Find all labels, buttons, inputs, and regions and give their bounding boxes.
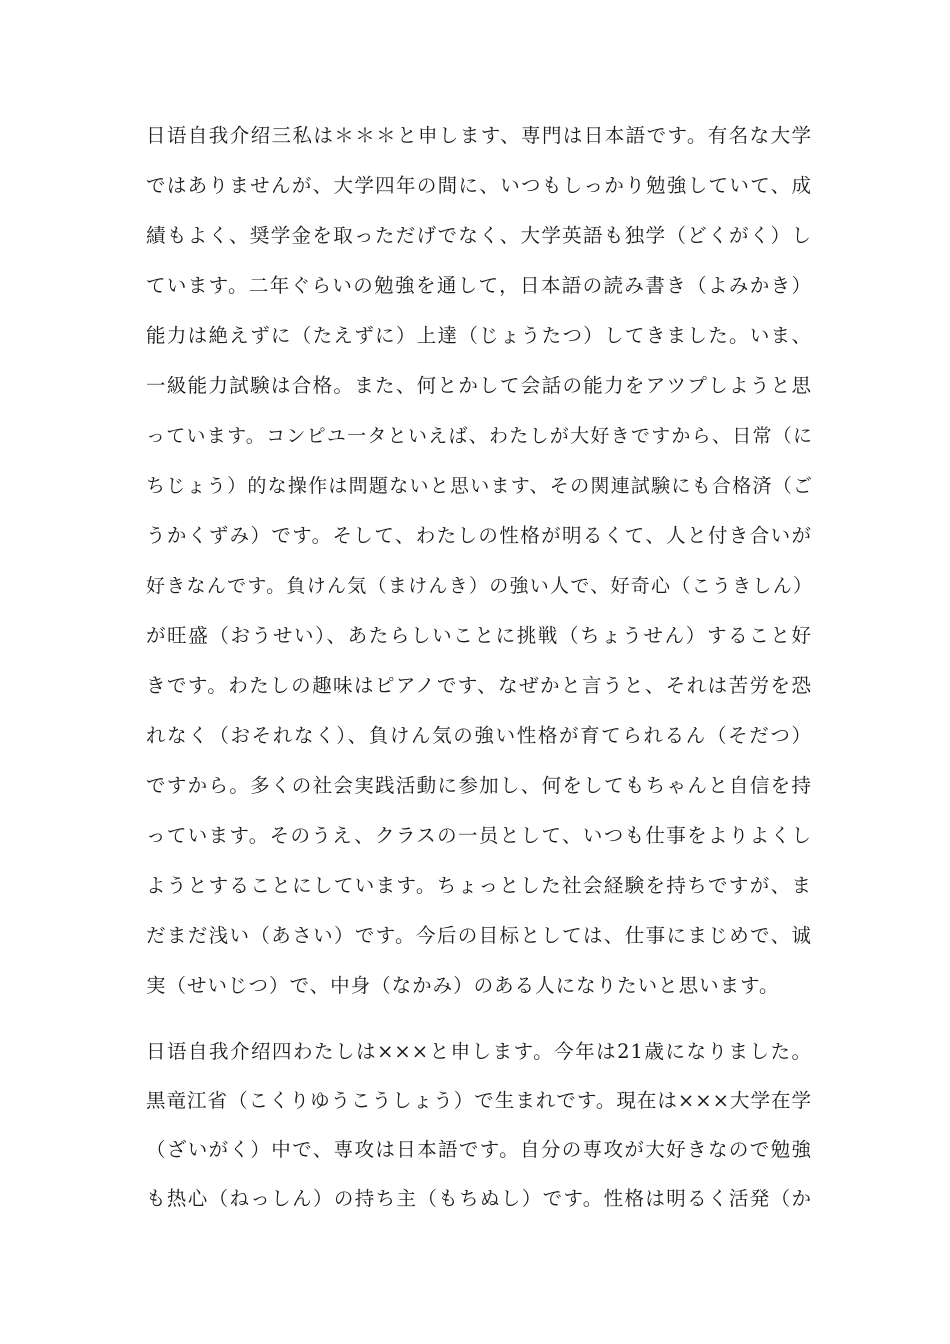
text-line: ちじょう）的な操作は問題ないと思います、その関連試験にも合格済（ご — [146, 475, 812, 497]
text-line: 好きなんです。負けん気（まけんき）の強い人で、好奇心（こうきしん） — [146, 575, 812, 597]
text-line: 日语自我介绍三私は＊＊＊と申します、専門は日本語です。有名な大学 — [146, 124, 812, 147]
text-line: うかくずみ）です。そして、わたしの性格が明るくて、人と付き合いが — [146, 524, 812, 547]
paragraph-self-introduction-3 — [146, 118, 812, 1018]
text-line: きです。わたしの趣味はピアノです、なぜかと言うと、それは苦労を恐 — [146, 674, 812, 697]
text-line: 黒竜江省（こくりゆうこうしょう）で生まれです。現在は×××大学在学 — [146, 1089, 812, 1112]
text-line: ています。二年ぐらいの勉強を通して，日本語の読み書き（よみかき） — [146, 274, 812, 297]
text-line: 実（せいじつ）で、中身（なかみ）のある人になりたいと思います。 — [146, 974, 780, 997]
text-line: （ざいがく）中で、専攻は日本語です。自分の専攻が大好きなので勉強 — [146, 1138, 812, 1161]
text-line: ですから。多くの社会実践活動に参加し、何をしてもちゃんと自信を持 — [146, 774, 812, 797]
text-line: 一級能力試験は合格。また、何とかして会話の能力をアツプしようと思 — [146, 374, 812, 397]
text-line: っています。コンピユ一タといえば、わたしが大好きですから、日常（に — [146, 425, 812, 447]
paragraph-self-introduction-4 — [146, 1034, 812, 1230]
text-line: 績もよく、奨学金を取っただげでなく、大学英語も独学（どくがく）し — [146, 224, 812, 247]
text-line: れなく（おそれなく）、負けん気の強い性格が育てられるん（そだつ） — [146, 724, 812, 747]
text-line: ようとすることにしています。ちょっとした社会経験を持ちですが、ま — [146, 874, 812, 897]
text-line: も热心（ねっしん）の持ち主（もちぬし）です。性格は明るく活発（か — [146, 1187, 812, 1210]
text-line: が旺盛（おうせい）、あたらしいことに挑戦（ちょうせん）すること好 — [146, 624, 812, 647]
text-line: 能力は絶えずに（たえずに）上達（じょうたつ）してきました。いま、 — [146, 324, 812, 347]
text-line: だまだ浅い（あさい）です。今后の目标としては、仕事にまじめで、诚 — [146, 924, 812, 947]
text-line: っています。そのうえ、クラスの一员として、いつも仕事をよりよくし — [146, 824, 812, 847]
text-line: ではありませんが、大学四年の間に、いつもしっかり勉強していて、成 — [146, 174, 812, 197]
text-line: 日语自我介绍四わたしは×××と申します。今年は21歳になりました。 — [146, 1040, 812, 1063]
